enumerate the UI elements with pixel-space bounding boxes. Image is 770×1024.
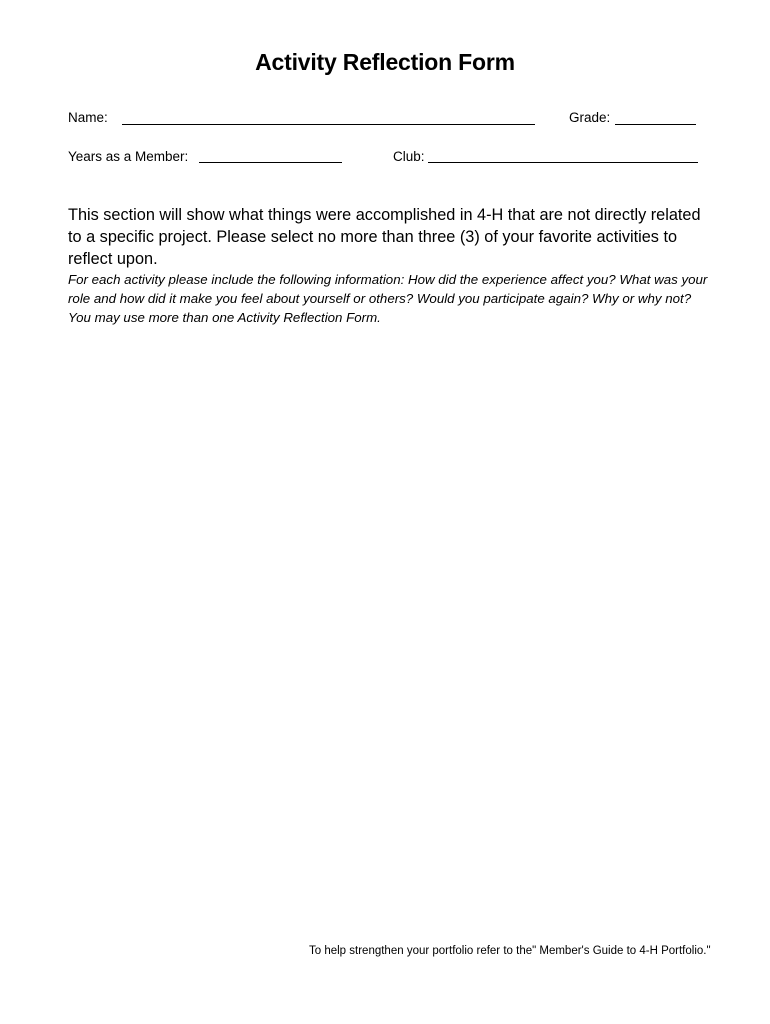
footer-note: To help strengthen your portfolio refer to the" Member's Guide to 4-H Portfolio." — [309, 945, 711, 957]
instructions-text: For each activity please include the following information: How did the experience affect you? What was your role and how did it make you feel about yourself or others? Would you participate again? Why or why not? You may use more than one Activity Reflection Form. — [68, 272, 708, 325]
grade-label: Grade: — [569, 110, 611, 125]
section-intro-text: This section will show what things were accomplished in 4-H that are not directly related to a specific project. Please select no more than three (3) of your favorite activities to reflect upon. — [68, 206, 701, 268]
club-label: Club: — [393, 149, 425, 164]
club-field-line[interactable] — [428, 162, 698, 163]
years-member-field-line[interactable] — [199, 162, 342, 163]
name-label: Name: — [68, 110, 108, 125]
form-title: Activity Reflection Form — [255, 49, 515, 75]
name-field-line[interactable] — [122, 124, 535, 125]
grade-field-line[interactable] — [615, 124, 696, 125]
years-member-label: Years as a Member: — [68, 149, 189, 164]
